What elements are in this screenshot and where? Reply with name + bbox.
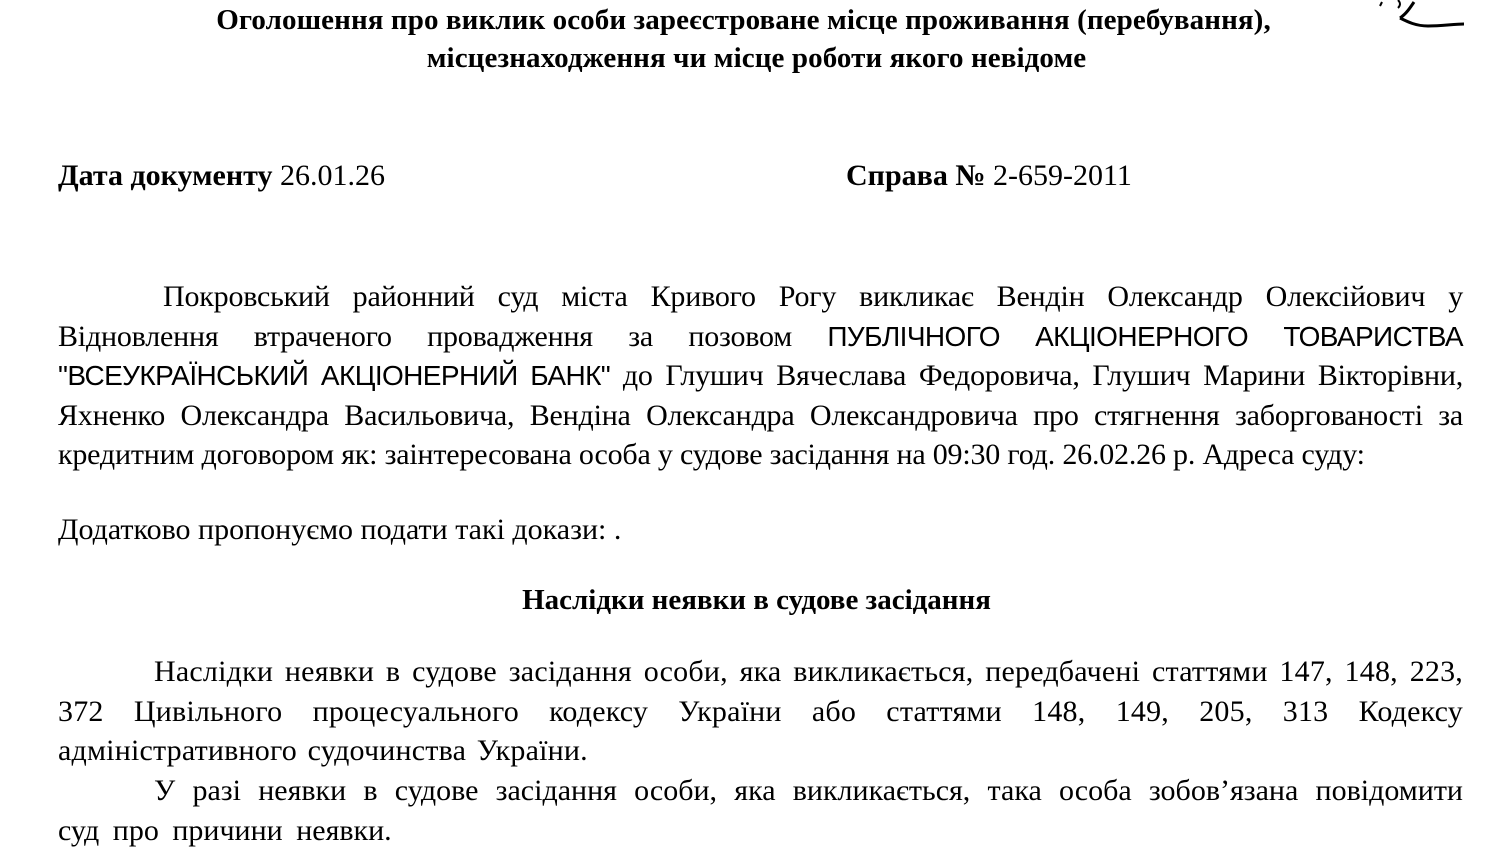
case-number-label: Справа № bbox=[846, 159, 986, 192]
document-date-label: Дата документу bbox=[58, 159, 273, 192]
summons-text-after: до Глушич Вячеслава Федоровича, Глушич Марини Вікторівни, Яхненко Олександра Васильовича, Вендіна Олександра Олександровича про стягнення заборгованості за кредитним договором як: заінтересована особа у судове засідання на 09:30 год. 26.02.26 р. Адреса суду: bbox=[58, 359, 1463, 471]
document-title-line2: місцезнаходження чи місце роботи якого невідоме bbox=[426, 42, 1087, 74]
absence-notice-paragraph: У разі неявки в судове засідання особи, яка викликається, така особа зобов’язана повідомити суд про причини неявки. bbox=[58, 774, 1463, 847]
document-date bbox=[58, 156, 385, 196]
evidence-request: Додатково пропонуємо подати такі докази: . bbox=[58, 513, 622, 546]
summons-plaintiff-name: ПУБЛІЧНОГО АКЦІОНЕРНОГО ТОВАРИСТВА "ВСЕУКРАЇНСЬКИЙ АКЦІОНЕРНИЙ БАНК" bbox=[58, 320, 1463, 391]
document-date-value: 26.01.26 bbox=[279, 159, 385, 192]
case-number bbox=[846, 156, 1132, 196]
consequences-heading: Наслідки неявки в судове засідання bbox=[522, 584, 991, 616]
document-title-line1: Оголошення про виклик особи зареєстроване місце проживання (перебування), bbox=[216, 4, 1271, 36]
handwritten-signature bbox=[1372, 0, 1472, 40]
case-number-value: 2-659-2011 bbox=[992, 159, 1132, 192]
summons-paragraph bbox=[58, 277, 1463, 475]
consequences-paragraph: Наслідки неявки в судове засідання особи, яка викликається, передбачені статтями 147, 148, 223, 372 Цивільного процесуального кодексу України або статтями 148, 149, 205, 313 Кодексу адміністративного судочинства України. bbox=[58, 655, 1463, 767]
summons-text-before: Покровський районний суд міста Кривого Рогу викликає Вендін Олександр Олексійович у Відновлення втраченого провадження за позовом bbox=[58, 280, 1463, 353]
